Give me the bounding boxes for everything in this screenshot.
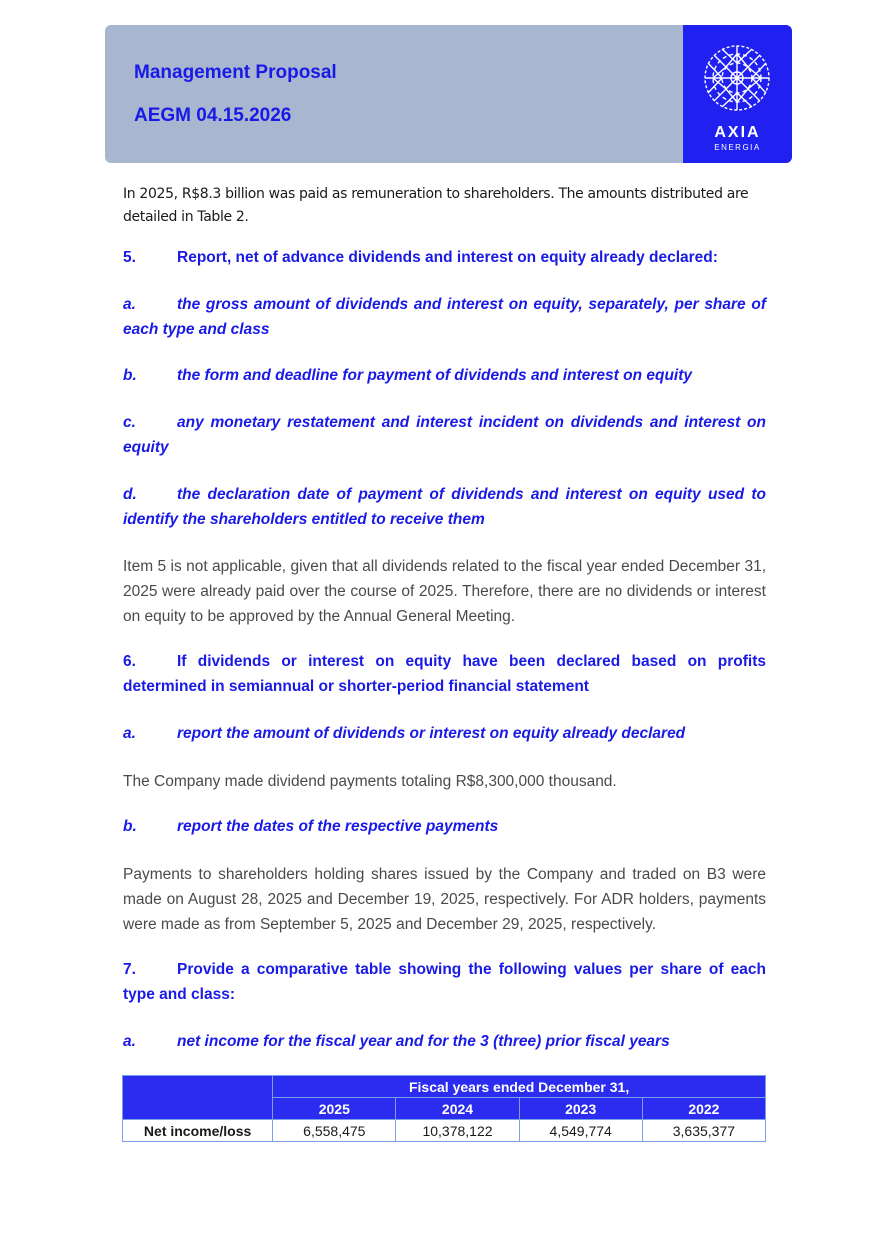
logo-name: AXIA	[714, 124, 761, 141]
net-income-table	[122, 1075, 766, 1142]
item-text: any monetary restatement and interest incident on dividends and interest on equity	[123, 414, 766, 456]
item-text: Provide a comparative table showing the following values per share of each type and class:	[123, 961, 766, 1003]
year-header-cell: 2025	[273, 1098, 396, 1120]
item-number: 7.	[123, 961, 136, 978]
item-text: net income for the fiscal year and for the 3 (three) prior fiscal years	[177, 1033, 670, 1050]
header-band	[105, 25, 683, 163]
item-7a-heading	[123, 1030, 766, 1055]
item-text: the declaration date of payment of dividends and interest on equity used to identify the shareholders entitled to receive them	[123, 486, 766, 528]
table-cell: 6,558,475	[273, 1120, 396, 1142]
item-letter: c.	[123, 414, 136, 431]
table-cell: 4,549,774	[519, 1120, 642, 1142]
globe-mesh-icon	[702, 43, 772, 113]
item-6a-answer: The Company made dividend payments totaling R$8,300,000 thousand.	[123, 773, 617, 790]
item-text: If dividends or interest on equity have been declared based on profits determined in semiannual or shorter-period financial statement	[123, 653, 766, 695]
table-cell: 10,378,122	[396, 1120, 519, 1142]
item-text: report the amount of dividends or interest on equity already declared	[177, 725, 686, 742]
company-logo	[683, 25, 792, 163]
document-title: Management Proposal	[134, 62, 337, 83]
item-5b-heading	[123, 364, 766, 389]
item-letter: a.	[123, 296, 136, 313]
item-text: Report, net of advance dividends and interest on equity already declared:	[177, 249, 718, 266]
table-corner-cell	[123, 1076, 273, 1120]
item-6b-heading	[123, 815, 766, 840]
table-header-row	[123, 1076, 766, 1098]
year-header-cell: 2024	[396, 1098, 519, 1120]
item-letter: a.	[123, 1033, 136, 1050]
item-5-answer: Item 5 is not applicable, given that all dividends related to the fiscal year ended December 31, 2025 were already paid over the course of 2025. Therefore, there are no dividends or interest on equity to be approved by the Annual General Meeting.	[123, 558, 766, 625]
item-text: the form and deadline for payment of dividends and interest on equity	[177, 367, 693, 384]
item-letter: a.	[123, 725, 136, 742]
item-letter: b.	[123, 818, 137, 835]
table-group-header: Fiscal years ended December 31,	[273, 1076, 766, 1098]
table-row	[123, 1120, 766, 1142]
year-header-cell: 2023	[519, 1098, 642, 1120]
item-5a-heading	[123, 293, 766, 342]
item-text: report the dates of the respective payments	[177, 818, 499, 835]
row-label: Net income/loss	[123, 1120, 273, 1142]
item-5-heading	[123, 246, 766, 271]
item-letter: b.	[123, 367, 137, 384]
logo-subtitle: ENERGIA	[714, 143, 761, 152]
table-cell: 3,635,377	[642, 1120, 765, 1142]
item-5c-heading	[123, 411, 766, 460]
item-number: 6.	[123, 653, 136, 670]
item-6-heading	[123, 650, 766, 699]
year-header-cell: 2022	[642, 1098, 765, 1120]
document-subtitle: AEGM 04.15.2026	[134, 105, 292, 126]
item-letter: d.	[123, 486, 137, 503]
item-6a-heading	[123, 722, 766, 747]
item-text: the gross amount of dividends and interest on equity, separately, per share of each type and class	[123, 296, 766, 338]
item-6b-answer: Payments to shareholders holding shares issued by the Company and traded on B3 were made on August 28, 2025 and December 19, 2025, respectively. For ADR holders, payments were made as from September 5, 2025 and December 29, 2025, respectively.	[123, 866, 766, 933]
item-number: 5.	[123, 249, 136, 266]
intro-paragraph: In 2025, R$8.3 billion was paid as remuneration to shareholders. The amounts distributed are detailed in Table 2.	[123, 186, 749, 225]
item-5d-heading	[123, 483, 766, 532]
item-7-heading	[123, 958, 766, 1007]
